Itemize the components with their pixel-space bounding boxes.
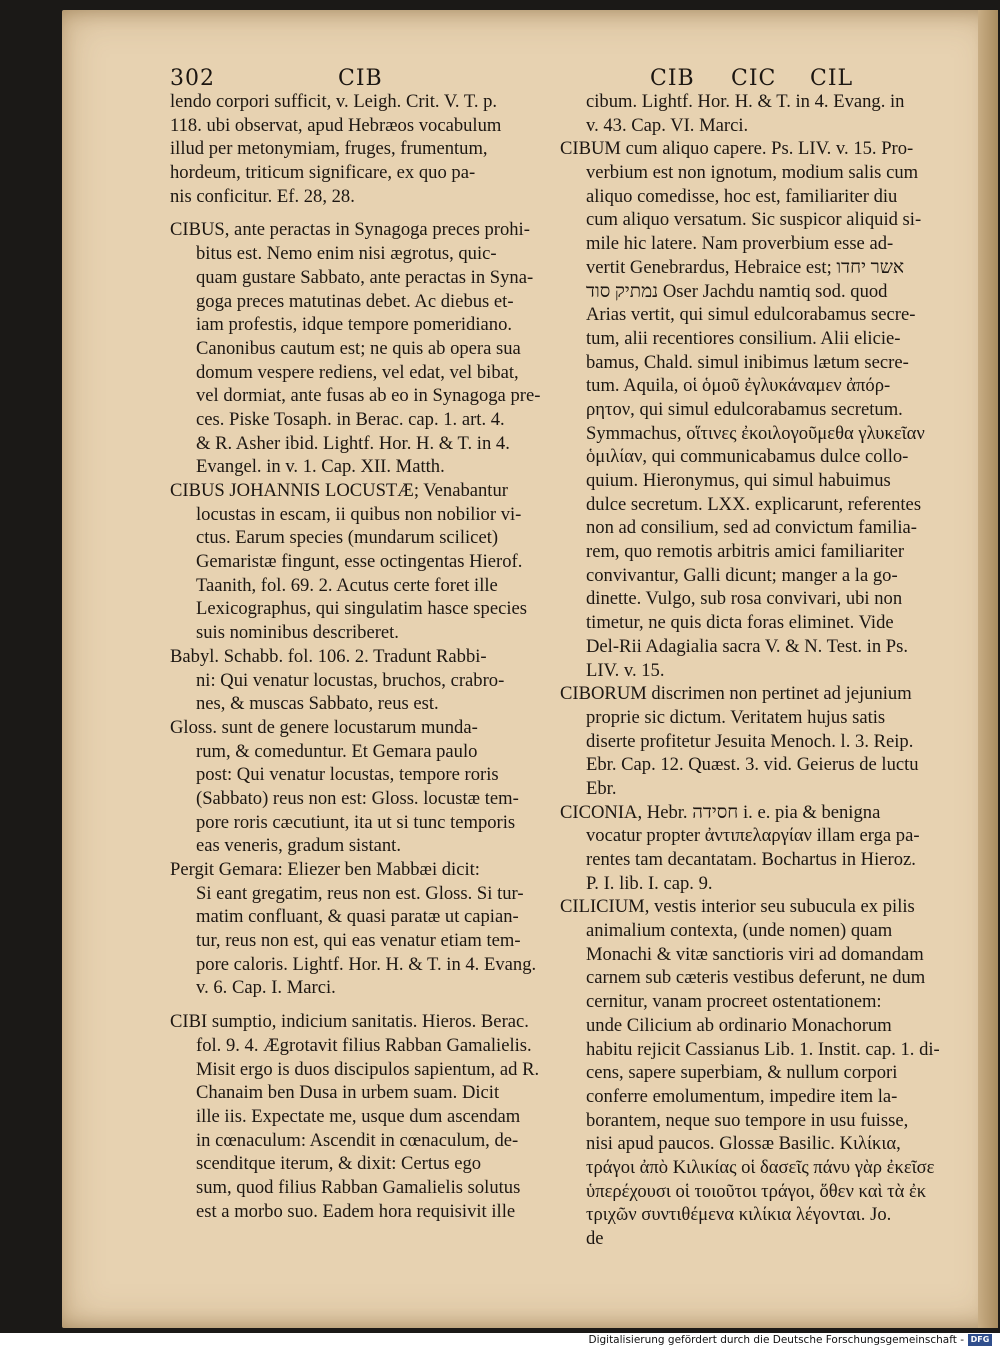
text-line: Si eant gregatim, reus non est. Gloss. Si tur- [196,882,524,904]
running-head-left: CIB [338,66,383,91]
right-column [560,90,940,1251]
text-line: CILICIUM, vestis interior seu subucula ex pilis [560,896,915,918]
text-line: Babyl. Schabb. fol. 106. 2. Tradunt Rabbi- [170,645,487,667]
text-line: eas veneris, gradum sistant. [196,835,401,857]
text-line: ὑπερέχουσι οἱ τοιοῦτοι τράγοι, ὅθεν καὶ τὰ ἐκ [586,1180,927,1202]
text-line: CIBUM cum aliquo capere. Ps. LIV. v. 15. Pro- [560,138,914,160]
page-edge [978,10,998,1328]
text-line: dinette. Vulgo, sub rosa convivari, ubi non [586,588,903,610]
text-line: aliquo comedisse, hoc est, familiariter diu [586,185,898,207]
text-line: fol. 9. 4. Ægrotavit filius Rabban Gamalielis. [196,1034,532,1056]
text-line: timetur, ne quis dicta foras eliminet. Vide [586,612,894,634]
text-line: Gemaristæ fingunt, esse octingentas Hierof. [196,551,523,573]
text-line: τριχῶν συντιθέμενα κιλίκια λέγονται. Jo. [586,1204,892,1226]
text-line: cens, sapere superbiam, & nullum corpori [586,1062,898,1084]
text-line: CICONIA, Hebr. חסידה i. e. pia & benigna [560,801,881,823]
text-line: CIBI sumptio, indicium sanitatis. Hieros. Berac. [170,1011,529,1033]
text-line: Del-Rii Adagialia sacra V. & N. Test. in Ps. [586,635,908,657]
text-line: CIBORUM discrimen non pertinet ad jejunium [560,683,912,705]
text-line: v. 43. Cap. VI. Marci. [586,114,749,136]
text-line: ρητον, qui simul edulcorabamus secretum. [586,398,903,420]
text-line: & R. Asher ibid. Lightf. Hor. H. & T. in 4. [196,432,510,454]
text-line: convivantur, Galli dicunt; manger a la go- [586,564,898,586]
text-line: locustas in escam, ii quibus non nobilior vi- [196,503,522,525]
text-line: quium. Hieronymus, qui simul habuimus [586,470,891,491]
text-line: suis nominibus describeret. [196,622,399,644]
dfg-logo: DFG [968,1334,992,1346]
text-line: in cœnaculum: Ascendit in cœnaculum, de- [196,1129,519,1151]
text-line: ille iis. Expectate me, usque dum ascendam [196,1105,521,1127]
text-line [170,208,542,218]
text-line: scenditque iterum, & dixit: Certus ego [196,1153,482,1175]
text-line: Taanith, fol. 69. 2. Acutus certe foret ille [196,574,498,596]
text-line: post: Qui venatur locustas, tempore roris [196,764,499,786]
text-line: Monachi & vitæ sanctioris viri ad domandam [586,943,924,965]
text-line: tum, alii recentiores consilium. Alii elicie- [586,327,901,349]
text-line: Misit ergo is duos discipulos sapientum, ad R. [196,1058,540,1080]
running-head-right-1: CIB [650,66,695,91]
text-line: Canonibus cautum est; ne quis ab opera sua [196,337,521,359]
footer-credit: Digitalisierung gefördert durch die Deutsche Forschungsgemeinschaft - [588,1334,964,1346]
text-line: tur, reus non est, qui eas venatur etiam tem- [196,930,521,952]
text-line [170,1000,542,1010]
text-line: borantem, neque suo tempore in usu fuisse, [586,1109,909,1131]
text-line: nis conficitur. Ef. 28, 28. [170,185,355,207]
text-line: τράγοι ἀπὸ Κιλικίας οἱ δασεῖς πάνυ γὰρ ἐκεῖσε [586,1156,935,1178]
text-line: Lexicographus, qui singulatim hasce species [196,598,527,620]
text-line: verbium est non ignotum, modium salis cum [586,162,919,184]
text-line: Pergit Gemara: Eliezer ben Mabbæi dicit: [170,859,480,880]
text-line: vel dormiat, ante fusas ab eo in Synagoga pre- [196,385,541,407]
running-head-right-3: CIL [810,66,854,91]
text-line: rum, & comeduntur. Et Gemara paulo [196,740,478,762]
text-line: animalium contexta, (unde nomen) quam [586,920,893,942]
text-line: tum. Aquila, οἱ ὁμοῦ ἐγλυκάναμεν ἀπόρ- [586,375,891,397]
text-line: vertit Genebrardus, Hebraice est; אשר יחדו [586,256,905,278]
left-column [170,90,542,1223]
text-line: LIV. v. 15. [586,659,665,681]
text-line: pore roris cæcutiunt, ita ut si tunc temporis [196,811,516,833]
text-line: habitu rejicit Cassianus Lib. 1. Instit. cap. 1. di- [586,1038,940,1060]
text-line: 118. ubi observat, apud Hebræos vocabulum [170,114,502,136]
text-line: Gloss. sunt de genere locustarum munda- [170,716,478,738]
text-line: P. I. lib. I. cap. 9. [586,872,713,894]
text-line: bitus est. Nemo enim nisi ægrotus, quic- [196,243,497,265]
running-head-right-2: CIC [731,66,777,91]
text-line: hordeum, triticum significare, ex quo pa- [170,162,476,184]
text-line: cibum. Lightf. Hor. H. & T. in 4. Evang. in [586,91,905,112]
text-line: CIBUS, ante peractas in Synagoga preces prohi- [170,219,530,241]
text-line: matim confluant, & quasi paratæ ut capian- [196,906,519,928]
text-line: CIBUS JOHANNIS LOCUSTÆ; Venabantur [170,480,508,501]
text-line: ὁμιλίαν, qui communicabamus dulce collo- [586,446,909,468]
text-line: vocatur propter ἀντιπελαργίαν illam erga pa- [586,825,920,847]
text-line: ctus. Earum species (mundarum scilicet) [196,527,499,549]
text-line: ces. Piske Tosaph. in Berac. cap. 1. art. 4. [196,408,505,430]
text-line: Arias vertit, qui simul edulcorabamus secre- [586,304,916,326]
text-line: Chanaim ben Dusa in urbem suam. Dicit [196,1082,500,1104]
text-line: nes, & muscas Sabbato, reus est. [196,693,439,715]
text-line: illud per metonymiam, fruges, frumentum, [170,138,488,160]
text-line: est a morbo suo. Eadem hora requisivit ille [196,1200,516,1222]
text-line: proprie sic dictum. Veritatem hujus satis [586,706,886,728]
footer-bar [0,1333,1000,1347]
page-number: 302 [170,66,215,91]
text-line: נמתיק סוד Oser Jachdu namtiq sod. quod [586,280,888,302]
text-line: carnem sub cæteris vestibus deferunt, ne dum [586,967,926,989]
text-line: bamus, Chald. simul inibimus lætum secre- [586,351,909,373]
text-line: nisi apud paucos. Glossæ Basilic. Κιλίκια, [586,1133,901,1155]
text-line: lendo corpori sufficit, v. Leigh. Crit. V. T. p. [170,91,498,112]
text-line: mile hic latere. Nam proverbium esse ad- [586,233,894,255]
text-line: iam profestis, idque tempore pomeridiano. [196,314,513,336]
text-line: de [586,1228,604,1249]
text-line: pore caloris. Lightf. Hor. H. & T. in 4. Evang. [196,953,537,975]
text-line: rem, quo remotis arbitris amici familiariter [586,541,905,563]
text-line: sum, quod filius Rabban Gamalielis solutus [196,1176,521,1198]
text-line: Ebr. Cap. 12. Quæst. 3. vid. Geierus de luctu [586,754,919,776]
text-line: non ad consilium, sed ad convictum familia- [586,517,917,539]
text-line: cum aliquo versatum. Sic suspicor aliquid si- [586,209,922,231]
text-line: conferre emolumentum, impedire item la- [586,1085,898,1107]
text-line: ni: Qui venatur locustas, bruchos, crabro- [196,669,505,691]
text-line: Evangel. in v. 1. Cap. XII. Matth. [196,456,445,478]
text-line: rentes tam decantatam. Bochartus in Hieroz. [586,849,916,870]
text-line: unde Cilicium ab ordinario Monachorum [586,1014,892,1036]
text-line: v. 6. Cap. I. Marci. [196,977,336,999]
text-line: cernitur, vanam procreet ostentationem: [586,991,882,1013]
text-line: goga preces matutinas debet. Ac diebus et- [196,290,514,312]
text-line: Symmachus, οἵτινες ἐκοιλογοῦμεθα γλυκεῖαν [586,422,925,444]
text-line: domum vespere rediens, vel edat, vel bibat, [196,361,519,383]
text-line: quam gustare Sabbato, ante peractas in Syna- [196,266,534,288]
text-line: (Sabbato) reus non est: Gloss. locustæ tem- [196,787,519,809]
text-line: diserte profitetur Jesuita Menoch. l. 3. Reip. [586,730,914,752]
text-line: Ebr. [586,777,617,799]
text-line: dulce secretum. LXX. explicarunt, referentes [586,493,922,515]
